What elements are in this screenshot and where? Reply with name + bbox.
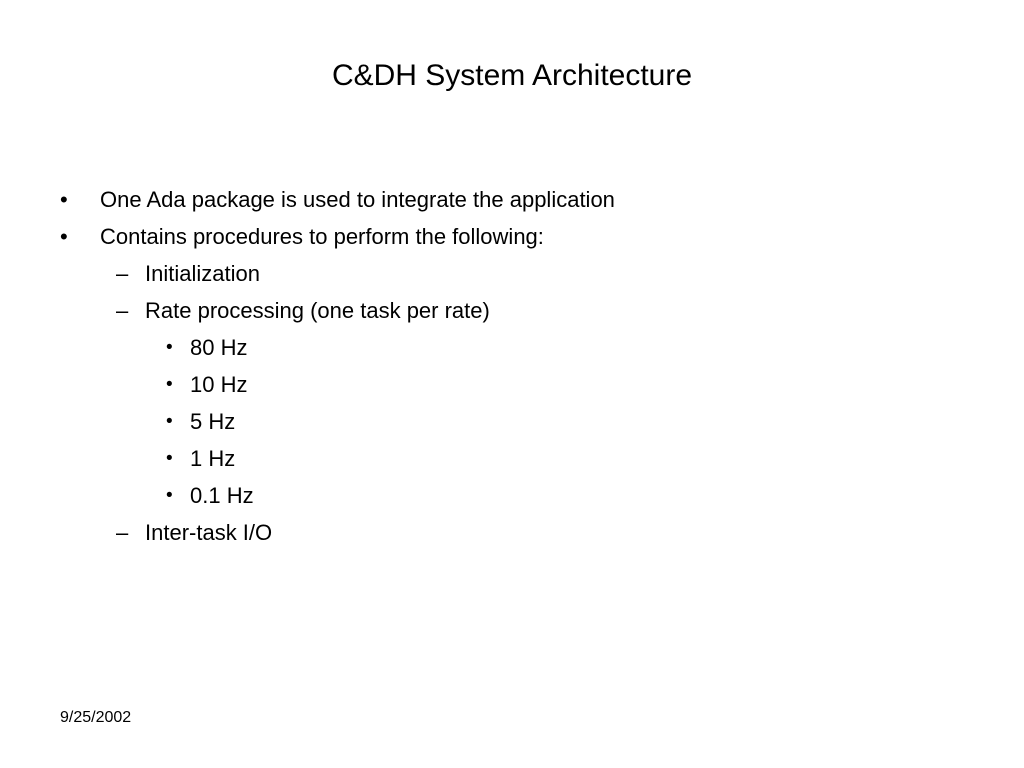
- rate-text: 5 Hz: [190, 409, 236, 434]
- rate-text: 1 Hz: [190, 446, 236, 471]
- bullet-marker: •: [166, 374, 173, 395]
- footer-date: 9/25/2002: [60, 709, 132, 726]
- bullet-marker: •: [166, 448, 173, 469]
- bullet-marker: •: [60, 187, 68, 212]
- sub-bullet-text: Inter-task I/O: [145, 520, 273, 545]
- bullet-text: Contains procedures to perform the following:: [100, 224, 544, 249]
- bullet-marker: •: [60, 224, 68, 249]
- bullet-marker: •: [166, 411, 173, 432]
- rate-text: 0.1 Hz: [190, 483, 254, 508]
- bullet-text: One Ada package is used to integrate the application: [100, 187, 615, 212]
- rate-text: 80 Hz: [190, 335, 248, 360]
- dash-marker: –: [116, 261, 129, 286]
- sub-bullet-text: Initialization: [145, 261, 260, 286]
- sub-bullet-text: Rate processing (one task per rate): [145, 298, 490, 323]
- bullet-marker: •: [166, 337, 173, 358]
- dash-marker: –: [116, 298, 129, 323]
- dash-marker: –: [116, 520, 129, 545]
- slide-title: C&DH System Architecture: [331, 59, 693, 92]
- rate-text: 10 Hz: [190, 372, 248, 397]
- bullet-marker: •: [166, 485, 173, 506]
